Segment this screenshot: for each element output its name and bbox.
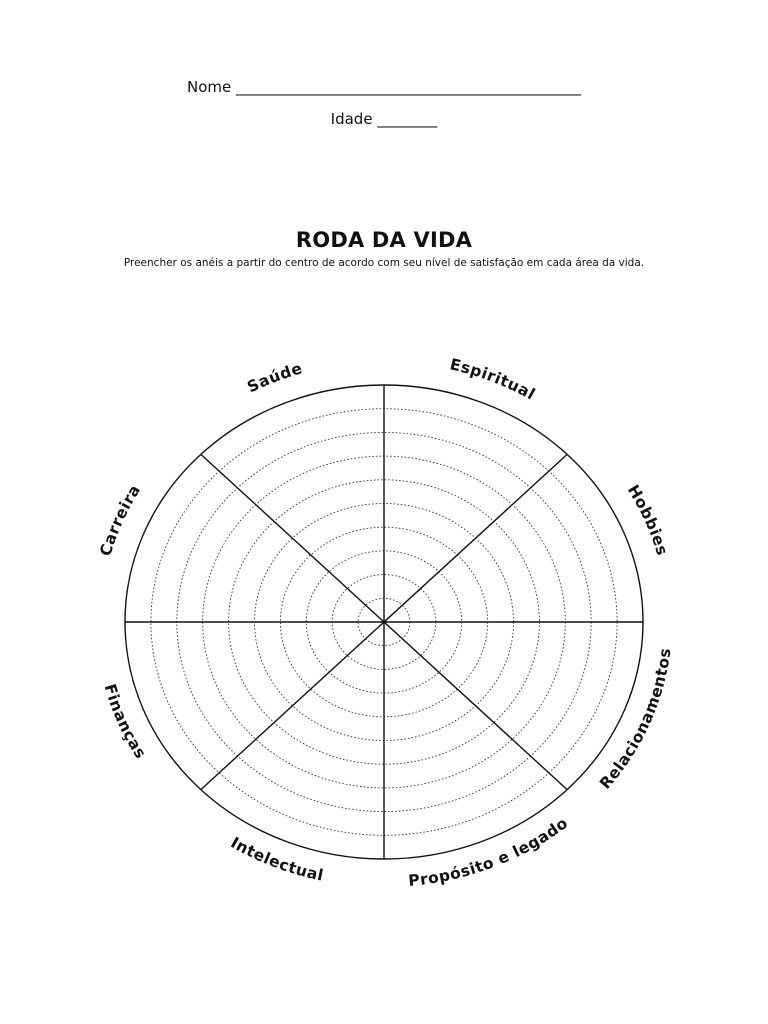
sector-label-text: Intelectual <box>227 833 326 885</box>
sector-label-text: Relacionamentos <box>596 646 675 793</box>
sector-label-text: Carreira <box>96 481 145 559</box>
sector-label-3 <box>596 647 674 793</box>
sector-label-4 <box>408 814 572 890</box>
instructions-text: Preencher os anéis a partir do centro de acordo com seu nível de satisfação em cada área da vida. <box>123 257 645 269</box>
page-title: RODA DA VIDA <box>295 228 473 252</box>
sector-label-5 <box>228 834 326 885</box>
sector-label-text: Espiritual <box>448 355 539 404</box>
age-field-line[interactable]: Idade ________ <box>330 110 438 128</box>
sector-label-text: Saúde <box>244 359 305 397</box>
name-field-line[interactable]: Nome ______________________________________________ <box>186 78 581 96</box>
sector-label-2 <box>624 482 671 558</box>
sector-label-text: Finanças <box>100 681 150 762</box>
sector-label-7 <box>97 481 145 558</box>
sector-dividers <box>125 385 643 859</box>
sector-label-text: Propósito e legado <box>407 813 572 891</box>
sector-label-8 <box>244 359 304 396</box>
sector-label-text: Hobbies <box>623 481 672 558</box>
sector-label-6 <box>101 682 150 762</box>
